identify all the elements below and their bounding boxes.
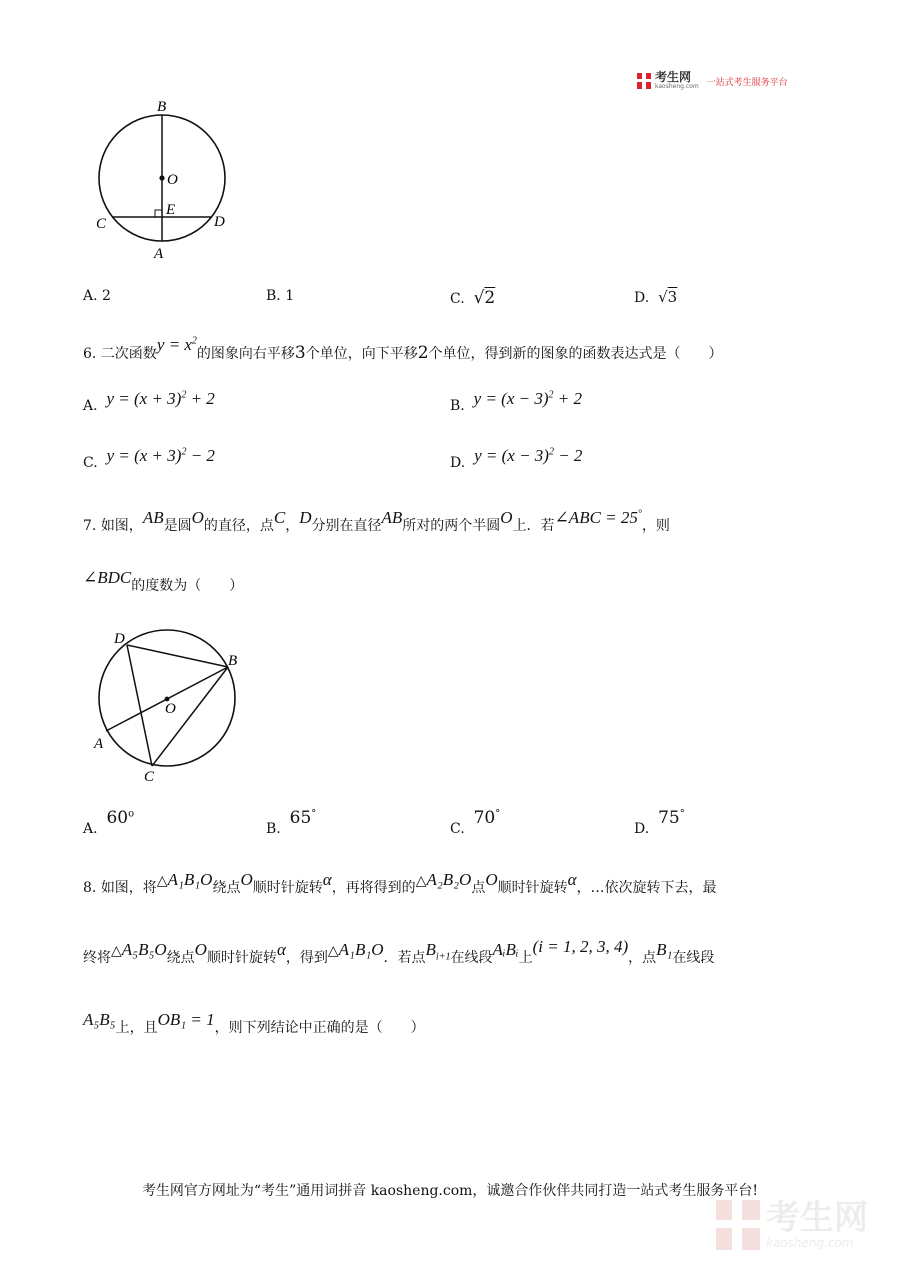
label-o: O [167, 172, 178, 188]
watermark-name: 考生网 [766, 1198, 868, 1238]
label-d: D [214, 214, 225, 230]
label-b: B [228, 653, 238, 669]
q7-stem-line2: ∠BDC的度数为（ ） [83, 568, 244, 594]
q6-option-c: C. $y = (x + 3)^2 - 2$ [83, 446, 215, 471]
footer-text: 考生网官方网址为“考生”通用词拼音 kaosheng.com，诚邀合作伙伴共同打造一站式考生服务平台! [141, 1183, 759, 1199]
q7-option-c: C. 70° [450, 808, 501, 837]
label-o: O [165, 701, 176, 717]
q6-stem: 6. 二次函数$y = x^2$的图象向右平移3个单位，向下平移2个单位，得到新的图象的函数表达式是（ ） [83, 335, 723, 363]
q5-option-b: B. 1 [266, 288, 295, 304]
label-d: D [114, 631, 125, 647]
q6-option-d: D. $y = (x - 3)^2 - 2$ [450, 446, 583, 471]
q8-stem-line3: A₅B₅上，且OB₁ = 1，则下列结论中正确的是（ ） [83, 1010, 425, 1036]
watermark-icon [716, 1200, 760, 1250]
q6-option-b: B. $y = (x - 3)^2 + 2$ [450, 389, 582, 414]
q7-option-a: A. 60$^o$ [83, 808, 135, 837]
label-c: C [144, 769, 155, 785]
logo-domain: kaosheng.com [655, 83, 699, 90]
q5-option-d: D. √3 [634, 288, 678, 306]
label-a: A [94, 736, 104, 752]
sqrt-2: √2 [473, 288, 496, 308]
logo-icon [637, 73, 651, 89]
watermark-logo [716, 1200, 868, 1250]
q7-stem-line1: 7. 如图，AB是圆O的直径，点C，D分别在直径AB所对的两个半圆O上．若∠ABC = 25°，则 [83, 508, 670, 534]
logo-name: 考生网 [655, 70, 692, 84]
header-logo [637, 72, 788, 90]
q8-stem-line2: 终将△A₅B₅O绕点O顺时针旋转α，得到△A₁B₁O．若点$B_{i+1}$在线段AᵢBᵢ上(i = 1, 2, 3, 4)，点B₁在线段 [83, 937, 715, 966]
figure-2-circle-diagram [88, 625, 248, 790]
chord-cb [152, 667, 228, 766]
q6-option-a: A. $y = (x + 3)^2 + 2$ [83, 389, 215, 414]
logo-slogan: 一站式考生服务平台 [706, 77, 788, 88]
q5-option-a: A. 2 [83, 288, 111, 304]
watermark-domain: kaosheng.com [766, 1236, 854, 1250]
right-angle-mark [155, 210, 162, 217]
q7-option-b: B. 65° [266, 808, 317, 837]
center-dot [159, 175, 164, 180]
q8-stem-line1: 8. 如图，将△A₁B₁O绕点O顺时针旋转α，再将得到的△A₂B₂O点O顺时针旋转α，…依次旋转下去，最 [83, 870, 717, 896]
label-b: B [157, 99, 167, 115]
q7-option-d: D. 75° [634, 808, 685, 837]
sqrt-3: √3 [658, 288, 678, 306]
label-e: E [166, 202, 176, 218]
chord-dc [127, 645, 152, 766]
q5-option-c: C. √2 [450, 288, 496, 308]
q6-func: $y = x^2$ [156, 335, 197, 354]
figure-1-circle-diagram [90, 95, 240, 265]
label-a: A [154, 246, 164, 262]
label-c: C [96, 216, 107, 232]
